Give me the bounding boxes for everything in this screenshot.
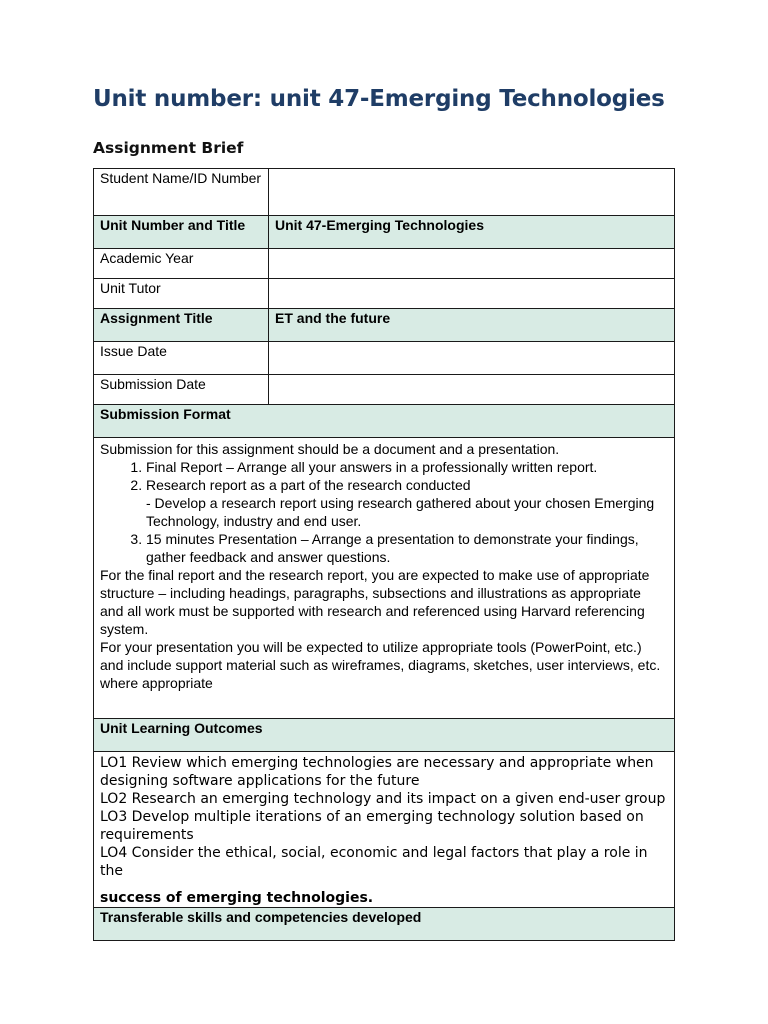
learning-outcomes-body bbox=[94, 752, 675, 908]
table-row bbox=[94, 279, 675, 309]
submission-date-value[interactable] bbox=[269, 375, 675, 405]
learning-outcomes-heading: Unit Learning Outcomes bbox=[94, 719, 675, 752]
table-row bbox=[94, 249, 675, 279]
presentation-paragraph: For your presentation you will be expected to utilize appropriate tools (PowerPoint, etc.) and include support material such as wireframes, diagrams, sketches, user interviews, etc. where appropriate bbox=[100, 639, 661, 691]
learning-outcome-4-continued: success of emerging technologies. bbox=[100, 890, 374, 906]
table-row bbox=[94, 908, 675, 941]
learning-outcome-3: LO3 Develop multiple iterations of an emerging technology solution based on requirements bbox=[100, 809, 644, 843]
student-name-label: Student Name/ID Number bbox=[94, 169, 269, 216]
list-item bbox=[146, 476, 668, 530]
assignment-title-value: ET and the future bbox=[269, 309, 675, 342]
table-row bbox=[94, 375, 675, 405]
document-title: Unit number: unit 47-Emerging Technologies bbox=[93, 86, 665, 112]
submission-format-heading: Submission Format bbox=[94, 405, 675, 438]
table-row bbox=[94, 216, 675, 249]
assignment-title-label: Assignment Title bbox=[94, 309, 269, 342]
unit-number-label: Unit Number and Title bbox=[94, 216, 269, 249]
assignment-brief-table bbox=[93, 168, 675, 941]
table-row bbox=[94, 719, 675, 752]
table-row bbox=[94, 309, 675, 342]
academic-year-label: Academic Year bbox=[94, 249, 269, 279]
submission-intro: Submission for this assignment should be a document and a presentation. bbox=[100, 441, 560, 457]
table-row bbox=[94, 438, 675, 719]
submission-list bbox=[100, 458, 668, 566]
table-row bbox=[94, 752, 675, 908]
list-item-subtext: - Develop a research report using research gathered about your chosen Emerging Technology, industry and end user. bbox=[146, 495, 655, 529]
list-item-text: Research report as a part of the research conducted bbox=[146, 477, 471, 493]
assignment-brief-heading: Assignment Brief bbox=[93, 139, 244, 157]
unit-tutor-value[interactable] bbox=[269, 279, 675, 309]
report-paragraph: For the final report and the research report, you are expected to make use of appropriate structure – including headings, paragraphs, subsections and illustrations as appropriate and all work must be supported with research and referenced using Harvard referencing system. bbox=[100, 567, 650, 637]
issue-date-label: Issue Date bbox=[94, 342, 269, 375]
list-item-text: 15 minutes Presentation – Arrange a presentation to demonstrate your findings, gather feedback and answer questions. bbox=[146, 531, 639, 565]
submission-format-body bbox=[94, 438, 675, 719]
submission-date-label: Submission Date bbox=[94, 375, 269, 405]
transferable-skills-heading: Transferable skills and competencies developed bbox=[94, 908, 675, 941]
student-name-value[interactable] bbox=[269, 169, 675, 216]
academic-year-value[interactable] bbox=[269, 249, 675, 279]
unit-number-value: Unit 47-Emerging Technologies bbox=[269, 216, 675, 249]
list-item-text: Final Report – Arrange all your answers in a professionally written report. bbox=[146, 459, 598, 475]
table-row bbox=[94, 342, 675, 375]
table-row bbox=[94, 405, 675, 438]
learning-outcome-4: LO4 Consider the ethical, social, economic and legal factors that play a role in the bbox=[100, 845, 648, 879]
unit-tutor-label: Unit Tutor bbox=[94, 279, 269, 309]
list-item bbox=[146, 530, 668, 566]
list-item bbox=[146, 458, 668, 476]
learning-outcome-1: LO1 Review which emerging technologies are necessary and appropriate when designing software applications for the future bbox=[100, 755, 654, 789]
learning-outcome-2: LO2 Research an emerging technology and its impact on a given end-user group bbox=[100, 791, 666, 807]
table-row bbox=[94, 169, 675, 216]
issue-date-value[interactable] bbox=[269, 342, 675, 375]
